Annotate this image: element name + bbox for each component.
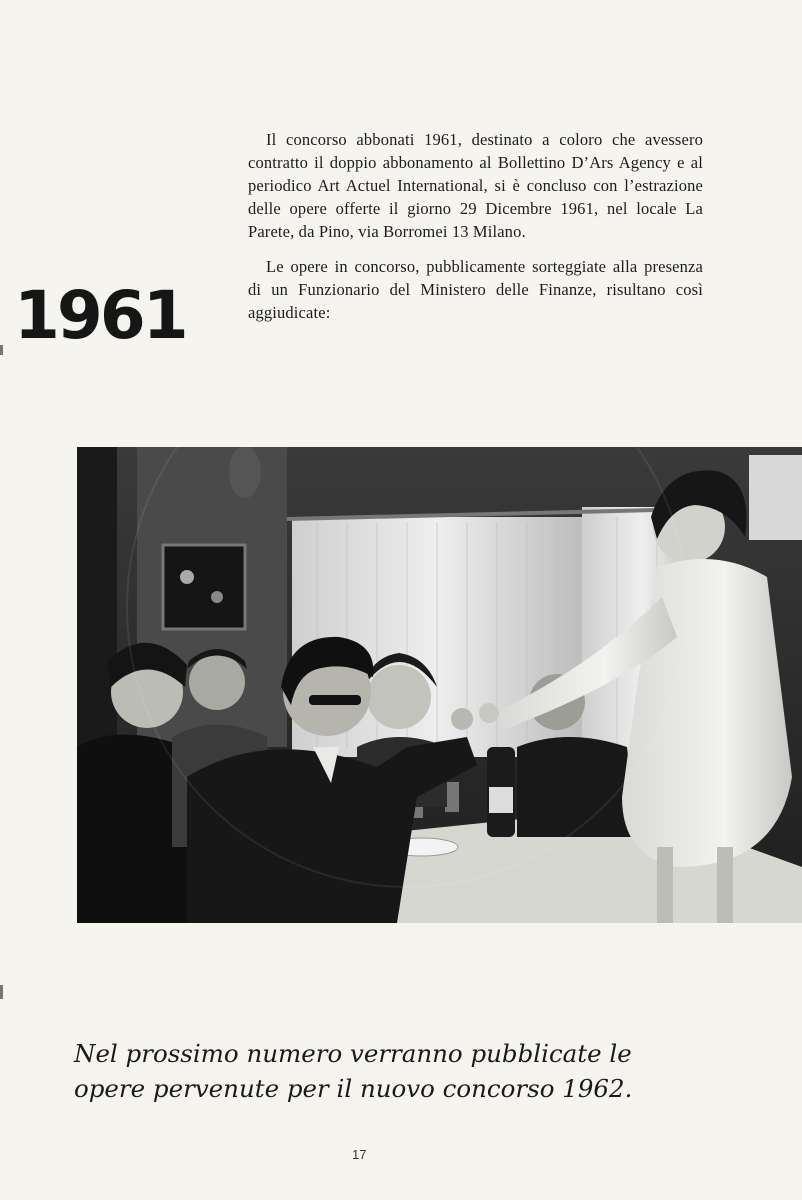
event-photograph	[77, 447, 802, 923]
intro-paragraph-2: Le opere in concorso, pubblicamente sorteggiate alla presenza di un Funzionario del Ministero delle Finanze, risultano così aggiudicate:	[248, 257, 703, 322]
closing-note-line-1: Nel prossimo numero verranno pubblicate le	[74, 1039, 632, 1068]
edge-mark	[0, 345, 3, 355]
intro-paragraph-1: Il concorso abbonati 1961, destinato a coloro che avessero contratto il doppio abbonamento al Bollettino D’Ars Agency e al periodico Art Actuel International, si è concluso con l’estrazione delle opere offerte il giorno 29 Dicembre 1961, nel locale La Parete, da Pino, via Borromei 13 Milano.	[248, 130, 703, 241]
closing-note	[74, 1036, 734, 1106]
intro-text	[248, 128, 703, 324]
photo-illustration	[77, 447, 802, 923]
page-number: 17	[352, 1147, 367, 1162]
year-heading: 1961	[14, 277, 186, 354]
closing-note-line-2: opere pervenute per il nuovo concorso 1962.	[74, 1074, 633, 1103]
edge-mark	[0, 985, 3, 999]
